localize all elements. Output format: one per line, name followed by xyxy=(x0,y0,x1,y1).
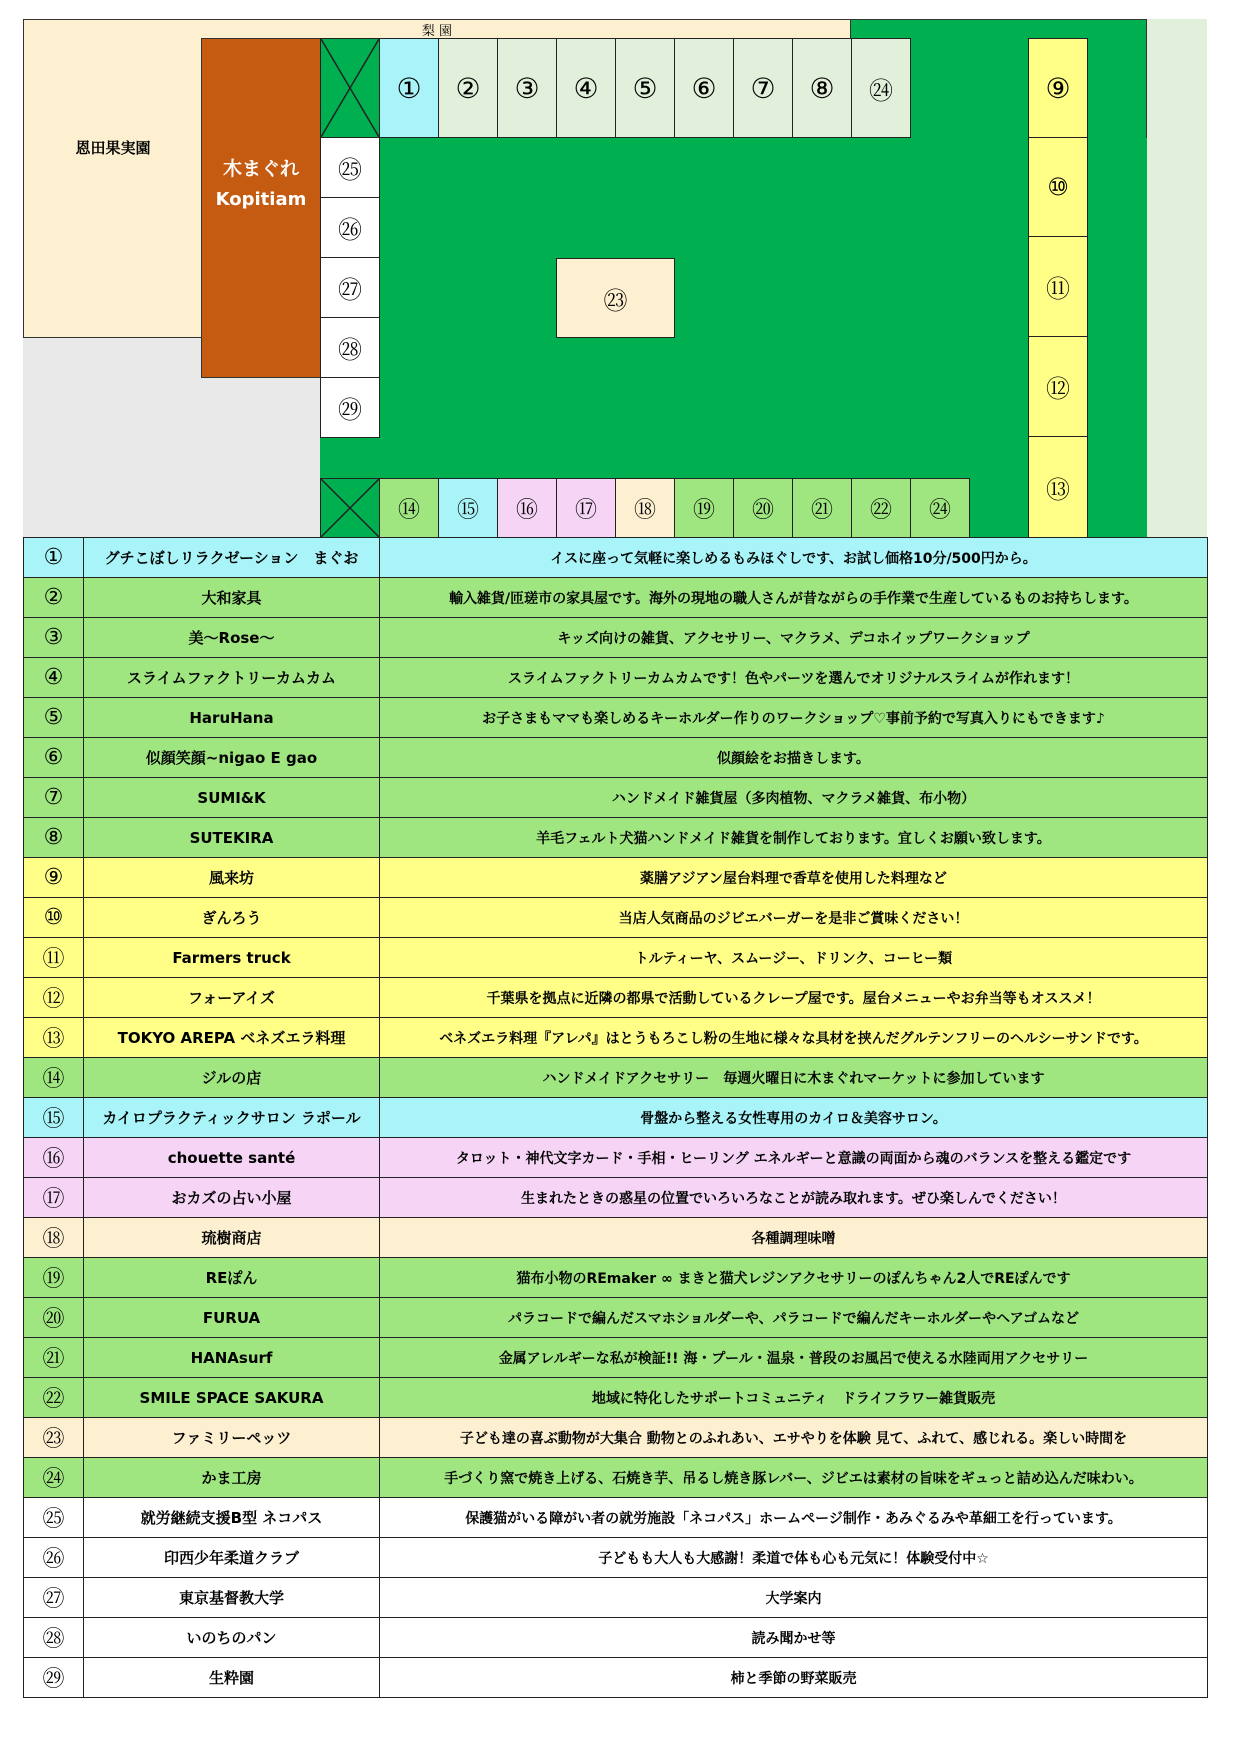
stall-5[interactable]: ⑤ xyxy=(615,38,675,138)
vendor-number: ④ xyxy=(24,658,84,698)
cafe-name-en: Kopitiam xyxy=(215,189,307,210)
vendor-number: ⑫ xyxy=(24,978,84,1018)
vendor-name: ぎんろう xyxy=(84,898,380,938)
vendor-number: ㉗ xyxy=(24,1578,84,1618)
cross-icon xyxy=(321,39,379,137)
table-row xyxy=(24,698,1208,738)
vendor-name: 美～Rose～ xyxy=(84,618,380,658)
stall-19[interactable]: ⑲ xyxy=(674,478,734,538)
stall-2[interactable]: ② xyxy=(438,38,498,138)
vendor-name: HaruHana xyxy=(84,698,380,738)
vendor-number: ⑤ xyxy=(24,698,84,738)
table-row xyxy=(24,778,1208,818)
table-row xyxy=(24,1058,1208,1098)
vendor-name: 風来坊 xyxy=(84,858,380,898)
table-row xyxy=(24,1578,1208,1618)
vendor-description: 読み聞かせ等 xyxy=(380,1618,1208,1658)
vendor-description: 子ども達の喜ぶ動物が大集合 動物とのふれあい、エサやりを体験 見て、ふれて、感じれる。楽しい時間を xyxy=(380,1418,1208,1458)
cross-icon xyxy=(321,479,379,537)
vendor-number: ① xyxy=(24,538,84,578)
table-row xyxy=(24,1498,1208,1538)
vendor-number: ㉑ xyxy=(24,1338,84,1378)
vendor-description: 千葉県を拠点に近隣の都県で活動しているクレープ屋です。屋台メニューやお弁当等もオススメ！ xyxy=(380,978,1208,1018)
vendor-name: 印西少年柔道クラブ xyxy=(84,1538,380,1578)
vendor-name: HANAsurf xyxy=(84,1338,380,1378)
stall-18[interactable]: ⑱ xyxy=(615,478,675,538)
table-row xyxy=(24,1298,1208,1338)
stall-7[interactable]: ⑦ xyxy=(733,38,793,138)
vendor-number: ⑭ xyxy=(24,1058,84,1098)
table-row xyxy=(24,658,1208,698)
vendor-name: FURUA xyxy=(84,1298,380,1338)
vendor-description: 地域に特化したサポートコミュニティ ドライフラワー雑貨販売 xyxy=(380,1378,1208,1418)
table-row xyxy=(24,1018,1208,1058)
vendor-description: 各種調理味噌 xyxy=(380,1218,1208,1258)
vendor-number: ㉖ xyxy=(24,1538,84,1578)
vendor-description: タロット・神代文字カード・手相・ヒーリング エネルギーと意識の両面から魂のバランスを整える鑑定です xyxy=(380,1138,1208,1178)
stall-17[interactable]: ⑰ xyxy=(556,478,616,538)
table-row xyxy=(24,938,1208,978)
vendor-description: 柿と季節の野菜販売 xyxy=(380,1658,1208,1698)
vendor-name: スライムファクトリーカムカム xyxy=(84,658,380,698)
stall-6[interactable]: ⑥ xyxy=(674,38,734,138)
table-row xyxy=(24,1418,1208,1458)
table-row xyxy=(24,978,1208,1018)
vendor-number: ⑱ xyxy=(24,1218,84,1258)
table-row xyxy=(24,1618,1208,1658)
stall-28[interactable]: ㉘ xyxy=(320,317,380,378)
table-row xyxy=(24,1658,1208,1698)
vendor-description: ハンドメイドアクセサリー 毎週火曜日に木まぐれマーケットに参加しています xyxy=(380,1058,1208,1098)
stall-24-bottom[interactable]: ㉔ xyxy=(910,478,970,538)
vendor-number: ㉔ xyxy=(24,1458,84,1498)
blocked-cell-bottom xyxy=(320,478,380,538)
nashi-orchard-strip xyxy=(23,19,851,39)
vendor-number: ⑩ xyxy=(24,898,84,938)
vendor-name: かま工房 xyxy=(84,1458,380,1498)
stall-13[interactable]: ⑬ xyxy=(1028,436,1088,538)
stall-20[interactable]: ⑳ xyxy=(733,478,793,538)
vendor-name: 就労継続支援B型 ネコパス xyxy=(84,1498,380,1538)
vendor-name: SUMI&K xyxy=(84,778,380,818)
vendor-name: 琉樹商店 xyxy=(84,1218,380,1258)
vendor-name: chouette santé xyxy=(84,1138,380,1178)
table-row xyxy=(24,898,1208,938)
vendor-name: Farmers truck xyxy=(84,938,380,978)
kimagure-cafe xyxy=(201,38,321,378)
vendor-number: ⑥ xyxy=(24,738,84,778)
stall-22[interactable]: ㉒ xyxy=(851,478,911,538)
right-path xyxy=(1147,19,1207,538)
table-row xyxy=(24,858,1208,898)
vendor-description: 骨盤から整える女性専用のカイロ＆美容サロン。 xyxy=(380,1098,1208,1138)
vendor-number: ⑳ xyxy=(24,1298,84,1338)
vendor-description: 羊毛フェルト犬猫ハンドメイド雑貨を制作しております。宜しくお願い致します。 xyxy=(380,818,1208,858)
vendor-description: パラコードで編んだスマホショルダーや、パラコードで編んだキーホルダーやヘアゴムなど xyxy=(380,1298,1208,1338)
stall-24-top[interactable]: ㉔ xyxy=(851,38,911,138)
stall-1[interactable]: ① xyxy=(379,38,439,138)
vendor-number: ⑯ xyxy=(24,1138,84,1178)
vendor-table xyxy=(23,537,1208,1698)
table-row xyxy=(24,1218,1208,1258)
vendor-name: ジルの店 xyxy=(84,1058,380,1098)
table-row xyxy=(24,1098,1208,1138)
vendor-description: ベネズエラ料理『アレパ』はとうもろこし粉の生地に様々な具材を挟んだグルテンフリーのヘルシーサンドです。 xyxy=(380,1018,1208,1058)
table-row xyxy=(24,1538,1208,1578)
vendor-name: 生粋園 xyxy=(84,1658,380,1698)
stall-27[interactable]: ㉗ xyxy=(320,257,380,318)
vendor-name: TOKYO AREPA ベネズエラ料理 xyxy=(84,1018,380,1058)
table-row xyxy=(24,578,1208,618)
stall-12[interactable]: ⑫ xyxy=(1028,336,1088,437)
vendor-number: ㉒ xyxy=(24,1378,84,1418)
table-row xyxy=(24,1378,1208,1418)
vendor-name: 大和家具 xyxy=(84,578,380,618)
table-row xyxy=(24,618,1208,658)
cafe-name-jp: 木まぐれ xyxy=(222,158,299,180)
vendor-number: ㉘ xyxy=(24,1618,84,1658)
vendor-description: スライムファクトリーカムカムです！色やパーツを選んでオリジナルスライムが作れます！ xyxy=(380,658,1208,698)
stall-3[interactable]: ③ xyxy=(497,38,557,138)
vendor-description: 薬膳アジアン屋台料理で香草を使用した料理など xyxy=(380,858,1208,898)
vendor-number: ⑮ xyxy=(24,1098,84,1138)
vendor-number: ㉙ xyxy=(24,1658,84,1698)
table-row xyxy=(24,538,1208,578)
vendor-description: 輸入雑貨/匝瑳市の家具屋です。海外の現地の職人さんが昔ながらの手作業で生産しているものお持ちします。 xyxy=(380,578,1208,618)
vendor-name: REぽん xyxy=(84,1258,380,1298)
table-row xyxy=(24,738,1208,778)
stall-9[interactable]: ⑨ xyxy=(1028,38,1088,138)
vendor-number: ③ xyxy=(24,618,84,658)
stall-4[interactable]: ④ xyxy=(556,38,616,138)
stall-16[interactable]: ⑯ xyxy=(497,478,557,538)
vendor-description: 猫布小物のREmaker ∞ まきと猫犬レジンアクセサリーのぽんちゃん2人でREぽんです xyxy=(380,1258,1208,1298)
vendor-number: ⑦ xyxy=(24,778,84,818)
stall-25[interactable]: ㉕ xyxy=(320,137,380,198)
stall-15[interactable]: ⑮ xyxy=(438,478,498,538)
vendor-number: ⑲ xyxy=(24,1258,84,1298)
stall-26[interactable]: ㉖ xyxy=(320,197,380,258)
stall-14[interactable]: ⑭ xyxy=(379,478,439,538)
vendor-number: ⑬ xyxy=(24,1018,84,1058)
vendor-name: 東京基督教大学 xyxy=(84,1578,380,1618)
vendor-name: ファミリーペッツ xyxy=(84,1418,380,1458)
vendor-number: ⑨ xyxy=(24,858,84,898)
vendor-description: お子さまもママも楽しめるキーホルダー作りのワークショップ♡事前予約で写真入りにもできます♪ xyxy=(380,698,1208,738)
vendor-number: ② xyxy=(24,578,84,618)
vendor-description: トルティーヤ、スムージー、ドリンク、コーヒー類 xyxy=(380,938,1208,978)
vendor-name: いのちのパン xyxy=(84,1618,380,1658)
stall-10[interactable]: ⑩ xyxy=(1028,137,1088,237)
vendor-name: SUTEKIRA xyxy=(84,818,380,858)
vendor-description: 生まれたときの惑星の位置でいろいろなことが読み取れます。ぜひ楽しんでください！ xyxy=(380,1178,1208,1218)
table-row xyxy=(24,1338,1208,1378)
vendor-number: ⑪ xyxy=(24,938,84,978)
vendor-name: SMILE SPACE SAKURA xyxy=(84,1378,380,1418)
vendor-description: 金属アレルギーな私が検証!! 海・プール・温泉・普段のお風呂で使える水陸両用アクセサリー xyxy=(380,1338,1208,1378)
table-row xyxy=(24,1178,1208,1218)
blocked-cell-top xyxy=(320,38,380,138)
vendor-description: 大学案内 xyxy=(380,1578,1208,1618)
vendor-name: カイロプラクティックサロン ラポール xyxy=(84,1098,380,1138)
stall-29[interactable]: ㉙ xyxy=(320,377,380,438)
table-row xyxy=(24,1258,1208,1298)
vendor-name: フォーアイズ xyxy=(84,978,380,1018)
vendor-number: ㉓ xyxy=(24,1418,84,1458)
vendor-number: ⑰ xyxy=(24,1178,84,1218)
vendor-description: キッズ向けの雑貨、アクセサリー、マクラメ、デコホイップワークショップ xyxy=(380,618,1208,658)
vendor-description: 似顔絵をお描きします。 xyxy=(380,738,1208,778)
vendor-number: ⑧ xyxy=(24,818,84,858)
nashi-orchard-label: 梨 園 xyxy=(421,23,453,39)
vendor-description: イスに座って気軽に楽しめるもみほぐしです、お試し価格10分/500円から。 xyxy=(380,538,1208,578)
vendor-description: 子どもも大人も大感謝！柔道で体も心も元気に！体験受付中☆ xyxy=(380,1538,1208,1578)
stall-11[interactable]: ⑪ xyxy=(1028,236,1088,337)
onda-orchard-label: 恩田果実園 xyxy=(75,139,151,157)
stall-21[interactable]: ㉑ xyxy=(792,478,852,538)
vendor-description: 手づくり窯で焼き上げる、石焼き芋、吊るし焼き豚レバー、ジビエは素材の旨味をギュっと詰め込んだ味わい。 xyxy=(380,1458,1208,1498)
vendor-description: ハンドメイド雑貨屋（多肉植物、マクラメ雑貨、布小物） xyxy=(380,778,1208,818)
vendor-description: 当店人気商品のジビエバーガーを是非ご賞味ください！ xyxy=(380,898,1208,938)
vendor-number: ㉕ xyxy=(24,1498,84,1538)
table-row xyxy=(24,1138,1208,1178)
vendor-name: おカズの占い小屋 xyxy=(84,1178,380,1218)
onda-orchard xyxy=(23,38,203,338)
vendor-table-body xyxy=(24,538,1208,1698)
vendor-description: 保護猫がいる障がい者の就労施設「ネコパス」ホームページ制作・あみぐるみや革細工を行っています。 xyxy=(380,1498,1208,1538)
stall-8[interactable]: ⑧ xyxy=(792,38,852,138)
table-row xyxy=(24,818,1208,858)
stall-23[interactable]: ㉓ xyxy=(556,258,675,338)
table-row xyxy=(24,1458,1208,1498)
vendor-name: 似顔笑顔~nigao E gao xyxy=(84,738,380,778)
vendor-name: グチこぼしリラクゼーション まぐお xyxy=(84,538,380,578)
